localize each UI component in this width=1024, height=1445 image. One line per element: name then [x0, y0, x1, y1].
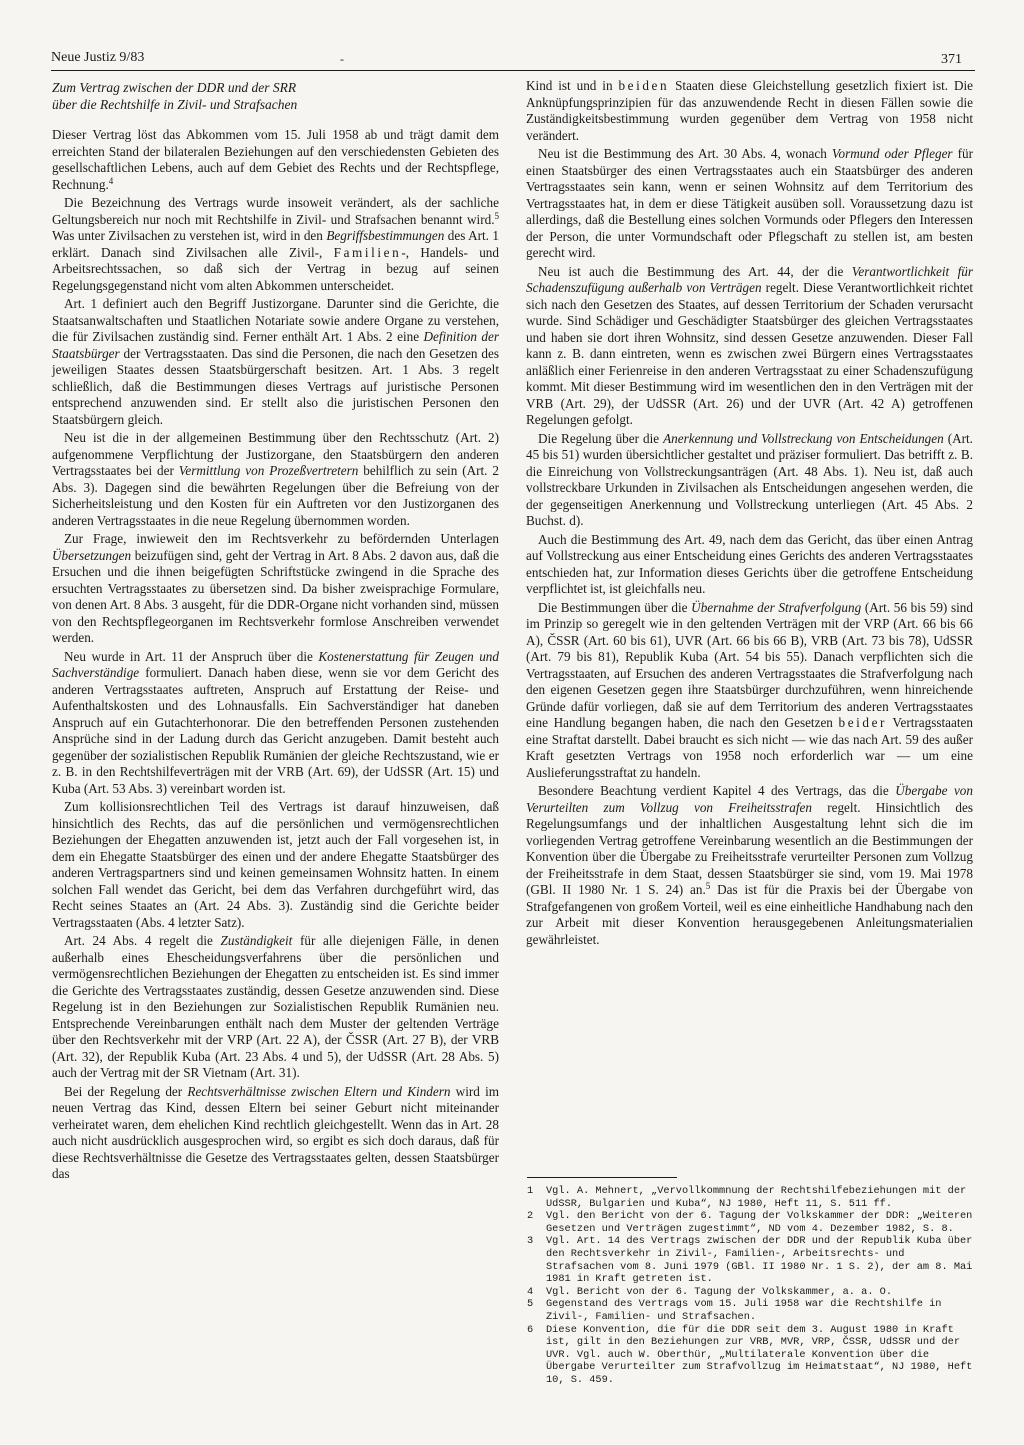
journal-issue: Neue Justiz 9/83 — [51, 50, 145, 65]
paragraph: Zum kollisionsrechtlichen Teil des Vertrags ist darauf hinzuweisen, daß hinsichtlich des Rechts, das auf die persönlichen und vermögensrechtlichen Beziehungen der Ehegatten anzuwenden ist, jetzt auch der Fall vorgesehen ist, in dem ein Ehegatte Staatsbürger des einen und der andere Ehegatte Staatsbürger des anderen Vertragspartners sind und keinen gemeinsamen Wohnsitz hatten. In einem solchen Fall wendet das Gericht, bei dem das Verfahren durchgeführt wird, das Recht seines Staates an (Art. 24 Abs. 3). Zuständig sind die Gerichte beider Vertragsstaaten (Abs. 4 letzter Satz). — [52, 799, 499, 930]
footnote-item — [527, 1324, 973, 1387]
paragraph: Die Bestimmungen über die Übernahme der Strafverfolgung (Art. 56 bis 59) sind im Prinzip so geregelt wie in den geltenden Verträgen mit der VRP (Art. 66 bis 66 A), ČSSR (Art. 60 bis 61), UVR (Art. 66 bis 66 B), VRB (Art. 73 bis 78), UdSSR (Art. 79 bis 81), Republik Kuba (Art. 54 bis 55). Danach verpflichten sich die Vertragsstaaten, auf Ersuchen des anderen Vertragsstaates die Strafverfolgung nach den eigenen Gesetzen gegen ihre Staatsbürger durchzuführen, wenn hinreichende Gründe dafür vorliegen, daß sie auf dem Territorium des anderen Vertragsstaates eine Handlung begangen haben, die nach den Gesetzen beider Vertragsstaaten eine Straftat darstellt. Dabei braucht es sich nicht — wie das nach Art. 59 des außer Kraft gesetzten Vertrags von 1958 noch erforderlich war — um eine Auslieferungsstraftat zu handeln. — [526, 599, 973, 780]
footnote-ref: 5 — [494, 210, 499, 221]
paragraph: Auch die Bestimmung des Art. 49, nach dem das Gericht, das über einen Antrag auf Vollstreckung aus einer Entscheidung eines Gerichts des anderen Vertragsstaates entschieden hat, zur Information dieses Gerichts über die getroffene Entscheidung verpflichtet ist, ist gleichfalls neu. — [526, 531, 973, 596]
paragraph: Neu ist die Bestimmung des Art. 30 Abs. 4, wonach Vormund oder Pfleger für einen Staatsbürger des einen Vertragsstaates auch ein Staatsbürger des anderen Vertragsstaates sein kann, wenn er seinen Wohnsitz auf dem Territorium des Vertragsstaates hat, in dem er diese Tätigkeit ausüben soll. Voraussetzung dazu ist allerdings, daß die Bestellung eines solchen Vormunds oder Pflegers den Interessen der Person, die unter Vormundschaft oder Pflegschaft zu stellen ist, am besten gerecht wird. — [526, 146, 973, 260]
article-title-line-2: über die Rechtshilfe in Zivil- und Strafsachen — [52, 96, 298, 112]
footnote-text: Vgl. A. Mehnert, „Vervollkommnung der Rechtshilfebeziehungen mit der UdSSR, Bulgarien und Kuba“, NJ 1980, Heft 11, S. 511 ff. — [546, 1185, 967, 1210]
footnote-ref: 5 — [705, 881, 711, 891]
footnote-number: 3 — [527, 1235, 534, 1248]
paragraph: Neu wurde in Art. 11 der Anspruch über die Kostenerstattung für Zeugen und Sachverständige formuliert. Danach haben diese, wenn sie vor dem Gericht des anderen Vertragsstaates auftreten, Anspruch auf Erstattung der Reise- und Aufenthaltskosten und des Lohnausfalls. Ein Sachverständiger hat daneben Anspruch auf ein Gutachterhonorar. Die den betreffenden Personen zustehenden Ansprüche sind in der Ladung durch das Gericht anzugeben. Damit besteht auch gegenüber der sozialistischen Republik Rumänien der gleiche Rechtszustand, wie er z. B. in den Rechtshilfeverträgen mit der VRB (Art. 69), der UdSSR (Art. 15) und Kuba (Art. 53 Abs. 3) vereinbart worden ist. — [52, 648, 499, 796]
left-column — [52, 78, 499, 1183]
header-mark: - — [340, 52, 344, 66]
footnotes — [527, 1185, 973, 1387]
article-title-line-1: Zum Vertrag zwischen der DDR und der SRR — [52, 80, 297, 95]
header-rule — [51, 70, 975, 71]
footnote-number: 5 — [527, 1298, 534, 1311]
paragraph: Bei der Regelung der Rechtsverhältnisse zwischen Eltern und Kindern wird im neuen Vertrag das Kind, dessen Eltern bei seiner Geburt nicht miteinander verheiratet waren, dem ehelichen Kind rechtlich gleichgestellt. Wenn das in Art. 28 auch nicht ausdrücklich ausgesprochen wird, so ergibt es sich doch daraus, daß für diese Rechtsverhältnisse die Gesetze des Vertragsstaates gelten, dessen Staatsbürger das — [52, 1083, 499, 1181]
footnote-number: 6 — [527, 1323, 534, 1336]
footnote-text: Vgl. Bericht von der 6. Tagung der Volkskammer, a. a. O. — [546, 1285, 893, 1298]
footnote-number: 1 — [527, 1185, 534, 1197]
footnote-text: Vgl. Art. 14 des Vertrags zwischen der DDR und der Republik Kuba über den Rechtsverkehr in Zivil-, Familien-, Arbeitsrechts- und Strafsachen vom 8. Juni 1979 (GBl. II 1980 Nr. 1 S. 2), der am 8. Mai 1981 in Kraft getreten ist. — [546, 1235, 973, 1286]
paragraph: Kind ist und in beiden Staaten diese Gleichstellung gesetzlich fixiert ist. Die Anknüpfungsprinzipien für das anzuwendende Recht in diesen Fällen sowie die Zuständigkeitsbestimmung wurden gegenüber dem Vertrag von 1958 nicht verändert. — [526, 78, 973, 143]
footnote-text: Vgl. den Bericht von der 6. Tagung der Volkskammer der DDR: „Weiteren Gesetzen und Verträgen zugestimmt“, ND vom 4. Dezember 1982, S. 8. — [546, 1210, 973, 1235]
footnote-number: 4 — [527, 1285, 534, 1298]
paragraph: Zur Frage, inwieweit den im Rechtsverkehr zu befördernden Unterlagen Übersetzungen beizufügen sind, geht der Vertrag in Art. 8 Abs. 2 davon aus, daß die Ersuchen und die ihnen beigefügten Schriftstücke zwingend in die Sprache des ersuchten Vertragsstaates zu übersetzen sind. Da bisher zweisprachige Formulare, von denen Art. 8 Abs. 3 ausgeht, für die DDR-Organe nicht vorhanden sind, müssen von den Rechtspflegeorganen im Rechtsverkehr formlose Anschreiben verwendet werden. — [52, 531, 499, 645]
paragraph: Art. 24 Abs. 4 regelt die Zuständigkeit für alle diejenigen Fälle, in denen außerhalb eines Ehescheidungsverfahrens über die persönlichen und vermögensrechtlichen Beziehungen der Ehegatten zu entscheiden ist. Es sind immer die Gerichte des Vertragsstaates zuständig, dessen Gesetze anzuwenden sind. Diese Regelung ist in den Beziehungen zur Sozialistischen Republik Rumänien neu. Entsprechende Vereinbarungen enthält nach dem Muster der geltenden Verträge über den Rechtsverkehr mit der VRP (Art. 22 A), der ČSSR (Art. 27 B), der VRB (Art. 32), der Republik Kuba (Art. 23 Abs. 4 und 5), der UdSSR (Art. 28 Abs. 5) auch der Vertrag mit der SR Vietnam (Art. 31). — [52, 933, 500, 1080]
footnote-rule — [527, 1177, 677, 1178]
footnote-ref: 4 — [108, 175, 114, 186]
paragraph: Neu ist die in der allgemeinen Bestimmung über den Rechtsschutz (Art. 2) aufgenommene Verpflichtung der Justizorgane, den Staatsbürgern den anderen Vertragsstaates bei der Vermittlung von Prozeßvertretern behilflich zu sein (Art. 2 Abs. 3). Dagegen sind die bewährten Regelungen über die Befreiung von der Sicherheitsleistung und den Kosten für ein Auftreten vor den Justizorganen des anderen Vertragsstaates in die neue Regelung übernommen worden. — [52, 430, 499, 528]
footnote-item — [527, 1298, 973, 1323]
paragraph: Die Bezeichnung des Vertrags wurde insoweit verändert, als der sachliche Geltungsbereich nur noch mit Rechtshilfe in Zivil- und Strafsachen benannt wird.$^5$ Was unter Zivilsachen zu verstehen ist, wird in den Begriffsbestimmungen des Art. 1 erklärt. Danach sind Zivilsachen alle Zivil-, Familien-, Handels- und Arbeitsrechtssachen, so daß sich der Vertrag in bezug auf seinen Regelungsgegenstand nicht vom alten Abkommen unterscheidet. — [52, 195, 499, 293]
right-column — [526, 78, 973, 948]
article-title — [52, 80, 499, 113]
footnote-number: 2 — [527, 1210, 534, 1223]
footnote-item — [527, 1210, 973, 1235]
paragraph: Neu ist auch die Bestimmung des Art. 44, der die Verantwortlichkeit für Schadenszufügung außerhalb von Verträgen regelt. Diese Verantwortlichkeit richtet sich nach den Gesetzen des Staates, auf dessen Territorium der Schaden verursacht wurde. Sind Schädiger und Geschädigter Staatsbürger des gleichen Vertragsstaates und haben sie dort ihren Wohnsitz, sind dessen Gesetze anzuwenden. Dieser Fall kann z. B. dann eintreten, wenn es zwischen zwei Bürgern eines Vertragsstaates anläßlich einer Ferienreise in den anderen Vertragsstaat zu einer Schadenszufügung kommt. Mit dieser Bestimmung wird im wesentlichen den in den Verträgen mit der VRB (Art. 29), der UdSSR (Art. 26) und der UVR (Art. 42 A) getroffenen Regelungen gefolgt. — [526, 263, 973, 427]
footnote-text: Diese Konvention, die für die DDR seit dem 3. August 1980 in Kraft ist, gilt in den Beziehungen zur VRB, MVR, VRP, ČSSR, UdSSR und der UVR. Vgl. auch W. Oberthür, „Multilaterale Konvention über die Übergabe Verurteilter zum Strafvollzug im Heimatstaat“, NJ 1980, Heft 10, S. 459. — [546, 1323, 973, 1386]
paragraph: Dieser Vertrag löst das Abkommen vom 15. Juli 1958 ab und trägt damit dem erreichten Stand der bilateralen Beziehungen auf den verschiedensten Gebieten des gesellschaftlichen Lebens, auch auf dem Gebiet des Rechts und der Rechtspflege, Rechnung.$^4$ — [52, 127, 499, 192]
paragraph: Die Regelung über die Anerkennung und Vollstreckung von Entscheidungen (Art. 45 bis 51) wurden übersichtlicher gestaltet und präziser formuliert. Das betrifft z. B. die Einreichung von Vollstreckungsanträgen (Art. 48 Abs. 1). Neu ist, daß auch vollstreckbare Urkunden in Zivilsachen als Entscheidungen angesehen werden, die der gegenseitigen Anerkennung und Vollstreckung unterliegen (Art. 45 Abs. 2 Buchst. d). — [526, 430, 973, 528]
footnote-item — [527, 1286, 973, 1299]
paragraph: Besondere Beachtung verdient Kapitel 4 des Vertrags, das die Übergabe von Verurteilten zum Vollzug von Freiheitsstrafen regelt. Hinsichtlich des Regelungsumfangs und der inhaltlichen Ausgestaltung lehnt sich die im vorliegenden Vertrag getroffene Vereinbarung wesentlich an die Bestimmungen der Konvention über die Übergabe zu Freiheitsstrafe verurteilter Personen zum Vollzug der Freiheitsstrafe in dem Staat, dessen Staatsbürger sie sind, vom 19. Mai 1978 (GBl. II 1980 Nr. 1 S. 24) an.$^5$ Das ist für die Praxis bei der Übergabe von Strafgefangenen von großem Vorteil, weil es eine einheitliche Handhabung nach den zur Arbeit mit dieser Konvention herausgegebenen Anleitungsmaterialien gewährleistet. — [526, 783, 974, 947]
footnote-text: Gegenstand des Vertrags vom 15. Juli 1958 war die Rechtshilfe in Zivil-, Familien- und Strafsachen. — [546, 1298, 942, 1323]
page-number: 371 — [941, 52, 962, 67]
footnote-item — [527, 1235, 973, 1285]
paragraph: Art. 1 definiert auch den Begriff Justizorgane. Darunter sind die Gerichte, die Staatsanwaltschaften und Staatlichen Notariate sowie andere Organe zu verstehen, die für Zivilsachen zuständig sind. Ferner enthält Art. 1 Abs. 2 eine Definition der Staatsbürger der Vertragsstaaten. Das sind die Personen, die nach den Gesetzen des jeweiligen Staates dessen Staatsbürgerschaft besitzen. Art. 1 Abs. 3 regelt schließlich, daß die Bestimmungen dieses Vertrags auf juristische Personen entsprechend anzuwenden sind. Er stellt also die juristischen Personen den Staatsbürgern gleich. — [52, 296, 499, 427]
footnote-item — [527, 1185, 973, 1210]
